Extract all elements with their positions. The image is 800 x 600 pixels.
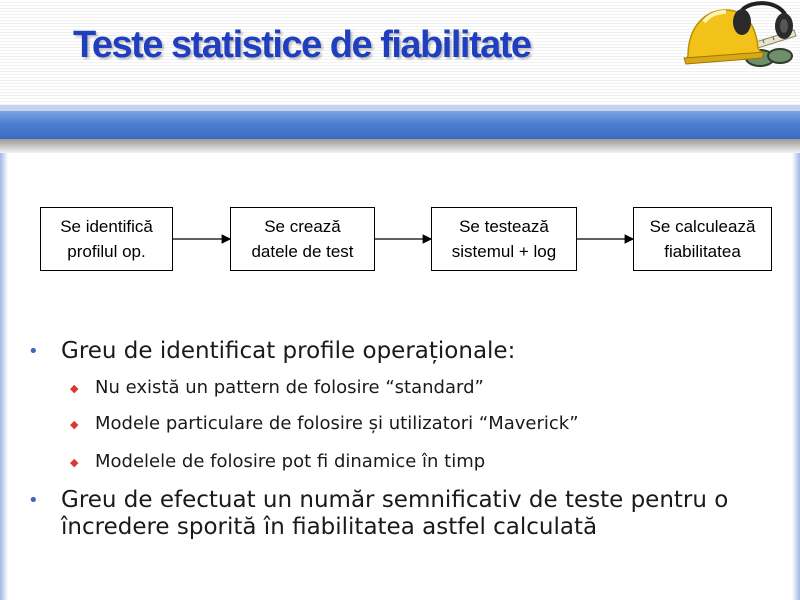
- sub-bullet-text: Modelele de folosire pot fi dinamice în timp: [95, 451, 486, 472]
- diamond-bullet-icon: ◆: [70, 418, 79, 431]
- flow-step-line: sistemul + log: [451, 242, 557, 261]
- flow-step-line: Se calculează: [649, 216, 756, 236]
- sub-bullet-item: [70, 451, 775, 473]
- bullet-text: Greu de identificat profile operaționale:: [61, 338, 516, 364]
- diamond-bullet-icon: ◆: [70, 382, 79, 395]
- sub-bullet-text: Nu există un pattern de folosire “standard”: [95, 377, 484, 398]
- slide-title: Teste statistice de fiabilitate: [73, 24, 531, 66]
- bullet-dot-icon: •: [28, 341, 39, 362]
- diamond-bullet-icon: ◆: [70, 456, 79, 469]
- flow-step-line: fiabilitatea: [664, 242, 741, 261]
- flow-step-line: Se crează: [264, 216, 341, 236]
- flow-step-line: datele de test: [251, 242, 354, 261]
- sub-bullet-text: Modele particulare de folosire și utilizatori “Maverick”: [95, 413, 579, 434]
- bullet-item: [28, 338, 761, 365]
- flow-step-line: Se testează: [459, 216, 549, 236]
- bullet-item: [28, 487, 751, 541]
- flow-step-line: Se identifică: [60, 216, 153, 236]
- flow-step-line: profilul op.: [67, 242, 146, 261]
- sub-bullet-item: [70, 413, 775, 435]
- bullet-text: Greu de efectuat un număr semnificativ de teste pentru o încredere sporită în fiabilitatea astfel calculată: [61, 487, 729, 540]
- bullet-dot-icon: •: [28, 490, 39, 511]
- sub-bullet-item: [70, 377, 775, 399]
